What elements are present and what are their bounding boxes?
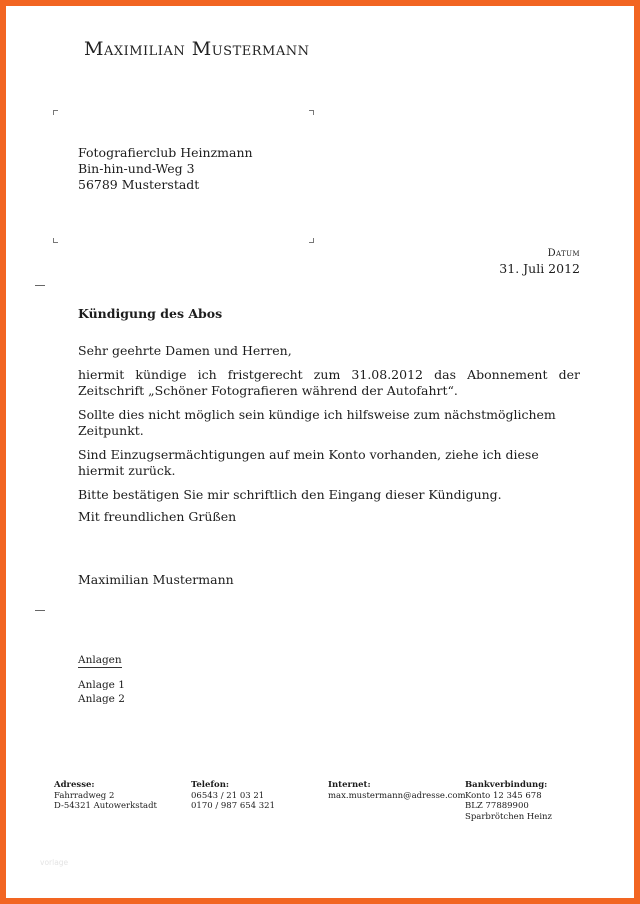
footer-phone-line: 06543 / 21 03 21 (191, 790, 265, 801)
footer-address-heading: Adresse: (54, 780, 95, 790)
footer-bank-line: Konto 12 345 678 (465, 790, 542, 801)
footer-phone-line: 0170 / 987 654 321 (191, 801, 275, 811)
date-label: Datum (547, 248, 580, 259)
date-block (499, 248, 580, 276)
address-window-corner-bottom-right (309, 238, 314, 243)
footer-phone (191, 780, 275, 812)
fold-mark-top (35, 285, 45, 286)
enclosure-item: Anlage 1 (78, 679, 125, 691)
salutation: Sehr geehrte Damen und Herren, (78, 343, 292, 358)
footer-email: max.mustermann@adresse.com (328, 790, 466, 801)
address-window-corner-top-right (309, 110, 314, 115)
footer-bank-line: BLZ 77889900 (465, 801, 529, 811)
footer-phone-heading: Telefon: (191, 780, 230, 790)
footer-address (54, 780, 157, 812)
footer-address-line: Fahrradweg 2 (54, 790, 115, 801)
footer-address-line: D-54321 Autowerkstadt (54, 801, 157, 811)
date-value: 31. Juli 2012 (499, 261, 580, 276)
recipient-address (78, 145, 253, 193)
enclosures-heading: Anlagen (78, 654, 122, 666)
enclosures-list (78, 678, 125, 706)
fold-mark-bottom (35, 610, 45, 611)
enclosure-item: Anlage 2 (78, 693, 125, 705)
recipient-line-city: 56789 Musterstadt (78, 177, 200, 192)
letter-body (78, 343, 580, 511)
body-paragraph: hiermit kündige ich fristgerecht zum 31.08.2012 das Abonnement der Zeitschrift „Schöner Fotografieren während der Autofahrt“. (78, 367, 580, 398)
body-paragraph: Bitte bestätigen Sie mir schriftlich den Eingang dieser Kündigung. (78, 487, 502, 502)
body-paragraph: Sind Einzugsermächtigungen auf mein Konto vorhanden, ziehe ich diese hiermit zurück. (78, 447, 539, 478)
sender-name: Maximilian Mustermann (84, 38, 310, 60)
signature-name: Maximilian Mustermann (78, 572, 234, 587)
recipient-line-name: Fotografierclub Heinzmann (78, 145, 253, 160)
address-window-corner-bottom-left (53, 238, 58, 243)
letter-page (6, 6, 634, 898)
body-paragraph: Sollte dies nicht möglich sein kündige ich hilfsweise zum nächstmöglichem Zeitpunkt. (78, 407, 556, 438)
letter-subject: Kündigung des Abos (78, 306, 223, 321)
closing: Mit freundlichen Grüßen (78, 509, 237, 524)
footer-internet-heading: Internet: (328, 780, 371, 790)
watermark-text: vorlage (40, 858, 69, 867)
recipient-line-street: Bin-hin-und-Weg 3 (78, 161, 195, 176)
address-window-corner-top-left (53, 110, 58, 115)
footer-internet (328, 780, 466, 801)
footer-bank (465, 780, 552, 822)
footer-bank-line: Sparbrötchen Heinz (465, 811, 552, 822)
footer-bank-heading: Bankverbindung: (465, 780, 548, 790)
